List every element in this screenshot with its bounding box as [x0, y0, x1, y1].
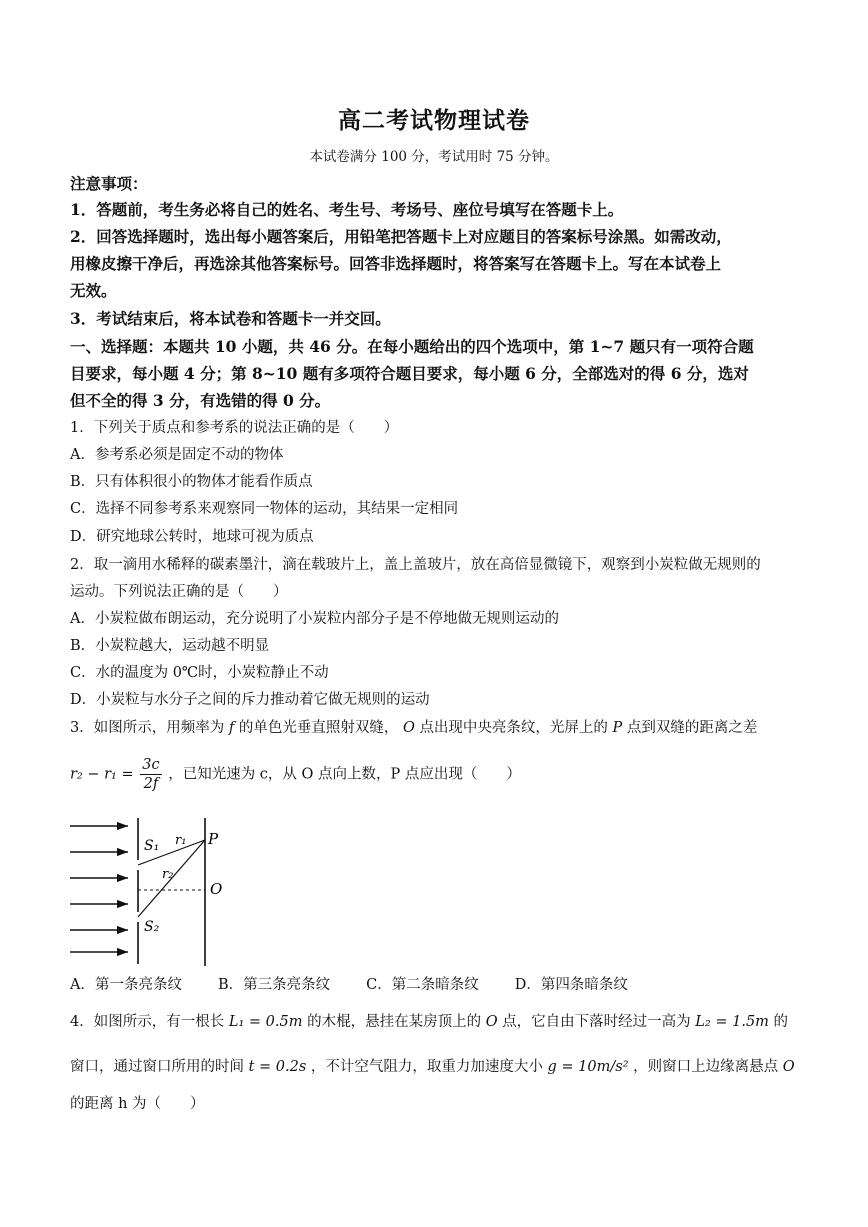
q3-stem-text-a: 3．如图所示，用频率为	[70, 720, 225, 736]
q3-fraction-denominator: 2f	[143, 776, 159, 792]
q3-stem-line-1	[70, 718, 810, 738]
q3-frequency-symbol: f	[228, 720, 235, 736]
q3-stem-text-2: ，已知光速为 c，从 O 点向上数，P 点应出现（ ）	[168, 766, 521, 783]
notice-heading: 注意事项：	[70, 174, 148, 193]
section-1-line-3: 但不全的得 3 分，有选错的得 0 分。	[70, 391, 331, 410]
q3-equation-lhs: r₂ − r₁ =	[70, 766, 134, 783]
q3-stem-text-d: 点到双缝的距离之差	[626, 720, 758, 736]
label-s2: S₂	[144, 919, 160, 935]
q3-options-row	[70, 975, 810, 995]
notice-item-2-line-3: 无效。	[70, 281, 117, 300]
q3-fraction-numerator: 3c	[142, 757, 160, 773]
q3-point-p-symbol: P	[612, 720, 623, 736]
q1-option-b: B．只有体积很小的物体才能看作质点	[70, 474, 313, 490]
q2-option-d: D．小炭粒与水分子之间的斥力推动着它做无规则的运动	[70, 692, 430, 708]
q1-option-c: C．选择不同参考系来观察同一物体的运动，其结果一定相同	[70, 501, 459, 517]
label-s1: S₁	[144, 838, 160, 854]
q1-option-d: D．研究地球公转时，地球可视为质点	[70, 529, 314, 545]
page-title: 高二考试物理试卷	[338, 107, 530, 134]
q4-point-o: O	[485, 1014, 498, 1030]
q3-stem-line-2	[70, 756, 810, 793]
q2-stem-line-2: 运动。下列说法正确的是（ ）	[70, 584, 288, 600]
q4-line-2	[70, 1057, 810, 1077]
notice-item-2-line-2: 用橡皮擦干净后，再选涂其他答案标号。回答非选择题时，将答案写在答题卡上。写在本试卷上	[70, 254, 722, 273]
q4-text-d: 的	[773, 1014, 789, 1030]
label-r1: r₁	[175, 833, 187, 848]
notice-item-3: 3．考试结束后，将本试卷和答题卡一并交回。	[70, 309, 391, 328]
q2-option-c: C．水的温度为 0℃时，小炭粒静止不动	[70, 665, 329, 681]
q4-line-1	[70, 1012, 810, 1032]
double-slit-figure	[68, 818, 238, 968]
notice-item-2-line-1: 2．回答选择题时，选出每小题答案后，用铅笔把答题卡上对应题目的答案标号涂黑。如需改动，	[70, 227, 732, 246]
incident-light-arrows	[70, 826, 128, 952]
q2-stem-line-1: 2．取一滴用水稀释的碳素墨汁，滴在载玻片上，盖上盖玻片，放在高倍显微镜下，观察到小炭粒做无规则的	[70, 557, 761, 573]
q1-option-a: A．参考系必须是固定不动的物体	[70, 447, 284, 463]
q4-l1-value: L₁ = 0.5m	[228, 1014, 303, 1030]
q2-option-b: B．小炭粒越大，运动越不明显	[70, 638, 270, 654]
q4-text-c: 点，它自由下落时经过一高为	[502, 1014, 691, 1030]
page-subtitle: 本试卷满分 100 分，考试用时 75 分钟。	[309, 149, 559, 165]
label-r2: r₂	[162, 867, 174, 882]
q3-option-b: B．第三条亮条纹	[217, 977, 331, 993]
q1-stem: 1．下列关于质点和参考系的说法正确的是（ ）	[70, 420, 399, 436]
label-p: P	[208, 830, 219, 848]
q4-l2-value: L₂ = 1.5m	[695, 1014, 769, 1030]
q3-option-c: C．第二条暗条纹	[366, 977, 479, 993]
q4-text-a: 4．如图所示，有一根长	[70, 1014, 225, 1030]
q4-gravity-value: g = 10m/s²	[547, 1059, 629, 1075]
section-1-line-1: 一、选择题：本题共 10 小题，共 46 分。在每小题给出的四个选项中，第 1~7 题只有一项符合题	[70, 337, 754, 356]
q3-equation-fraction	[140, 756, 161, 793]
q4-line-3: 的距离 h 为（ ）	[70, 1096, 205, 1112]
section-1-line-2: 目要求，每小题 4 分；第 8~10 题有多项符合题目要求，每小题 6 分，全部选对的得 6 分，选对	[70, 364, 749, 383]
q4-text-e: 窗口，通过窗口所用的时间	[70, 1059, 244, 1075]
q4-text-g: ，则窗口上边缘离悬点	[633, 1059, 779, 1075]
notice-item-1: 1．答题前，考生务必将自己的姓名、考生号、考场号、座位号填写在答题卡上。	[70, 200, 624, 219]
q4-time-value: t = 0.2s	[248, 1059, 307, 1075]
q3-point-o-symbol: O	[402, 720, 415, 736]
q3-option-a: A．第一条亮条纹	[70, 977, 182, 993]
label-o: O	[210, 880, 223, 898]
q3-stem-text-c: 点出现中央亮条纹，光屏上的	[419, 720, 608, 736]
q3-option-d: D．第四条暗条纹	[514, 977, 628, 993]
q4-text-b: 的木棍，悬挂在某房顶上的	[307, 1014, 482, 1030]
q4-point-o-2: O	[782, 1059, 795, 1075]
q4-text-f: ，不计空气阻力，取重力加速度大小	[310, 1059, 543, 1075]
q2-option-a: A．小炭粒做布朗运动，充分说明了小炭粒内部分子是不停地做无规则运动的	[70, 611, 559, 627]
q3-stem-text-b: 的单色光垂直照射双缝，	[238, 720, 399, 736]
